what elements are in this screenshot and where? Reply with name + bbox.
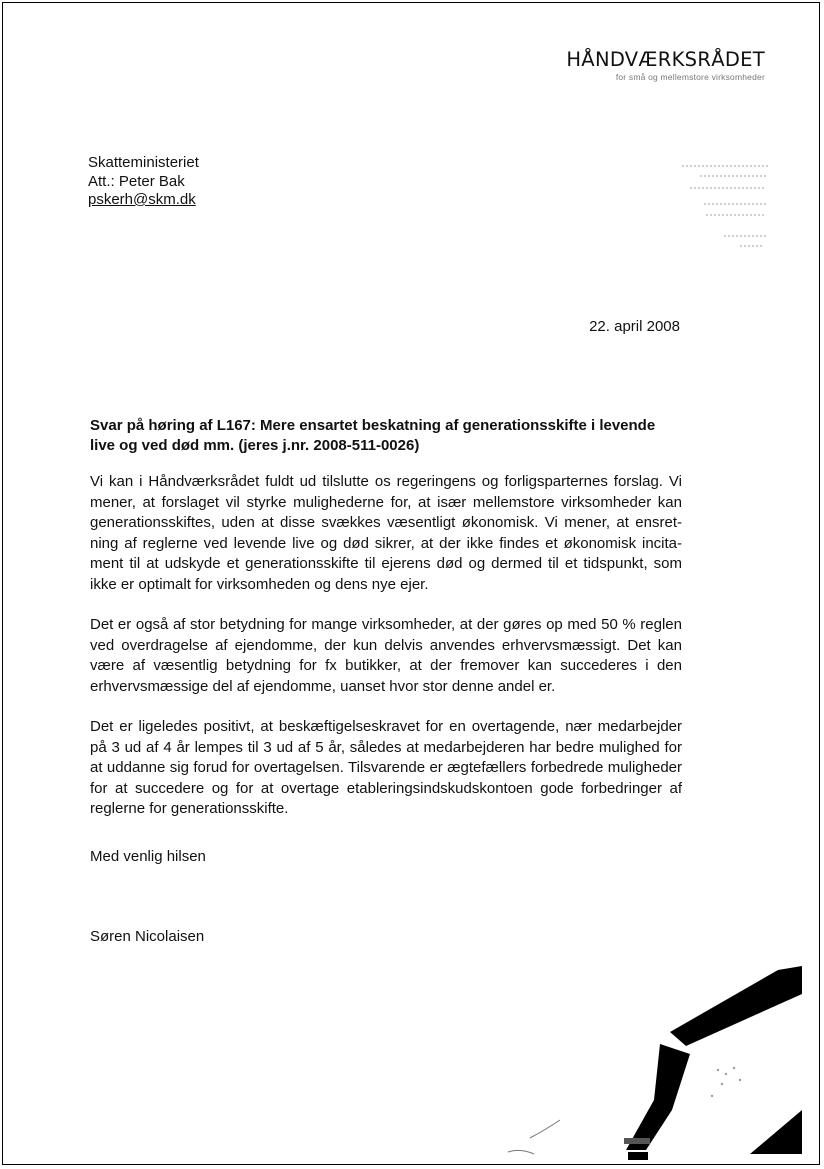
logo-text: HÅNDVÆRKSRÅDET	[566, 48, 765, 71]
recipient-email-link[interactable]: pskerh@skm.dk	[88, 191, 196, 208]
recipient-attention: Att.: Peter Bak	[88, 172, 185, 190]
letterhead-contact-block	[660, 160, 770, 255]
letter-subject: Svar på høring af L167: Mere ensartet beskatning af generationsskifte i levende live og ved død mm. (jeres j.nr. 2008-511-0026)	[90, 417, 656, 454]
letter-body	[90, 472, 682, 840]
body-paragraph: Vi kan i Håndværksrådet fuldt ud tilslutte os regeringens og forligsparternes forslag. Vi mener, at forslaget vil styrke mulighederne for, at især mellemstore virksomheder kan generationsskiftes, uden at disse svækkes væsentligt økonomisk. Vi mener, at ensretning af reglerne ved levende live og død sikrer, at der ikke findes et økonomisk incitament til at udskyde et generationsskifte til ejerens død og dermed til et tidspunkt, som ikke er optimalt for virksomheden og dens nye ejer.	[90, 473, 682, 593]
signature-name: Søren Nicolaisen	[90, 928, 205, 945]
letterhead-logo	[520, 48, 765, 82]
letter-date: 22. april 2008	[589, 318, 680, 335]
body-paragraph: Det er også af stor betydning for mange virksomheder, at der gøres op med 50 % reglen ved overdragelse af ejendomme, der kun delvis anvendes erhvervsmæssigt. Det kan være af væsentlig betydning for fx butikker, at der fremover kan succederes i den erhvervsmæssige del af ejendomme, uanset hvor stor denne andel er.	[90, 616, 682, 695]
logo-tagline: for små og mellemstore virksomheder	[615, 72, 765, 82]
recipient-address	[88, 154, 199, 210]
faded-contact-marks	[660, 160, 770, 250]
closing-phrase: Med venlig hilsen	[90, 848, 206, 865]
scan-artifact-marks	[500, 1108, 680, 1164]
body-paragraph: Det er ligeledes positivt, at beskæftigelseskravet for en overtagende, nær medarbejder på 3 ud af 4 år lempes til 3 ud af 5 år, således at medarbejderen har bedre mulighed for at uddanne sig forud for overtagelsen. Tilsvarende er ægtefællers forbedrede muligheder for at succedere og for at overtage etableringsindskudskontoen gode forbedringer af reglerne for generationsskifte.	[90, 718, 682, 817]
recipient-organisation: Skatteministeriet	[88, 154, 199, 171]
